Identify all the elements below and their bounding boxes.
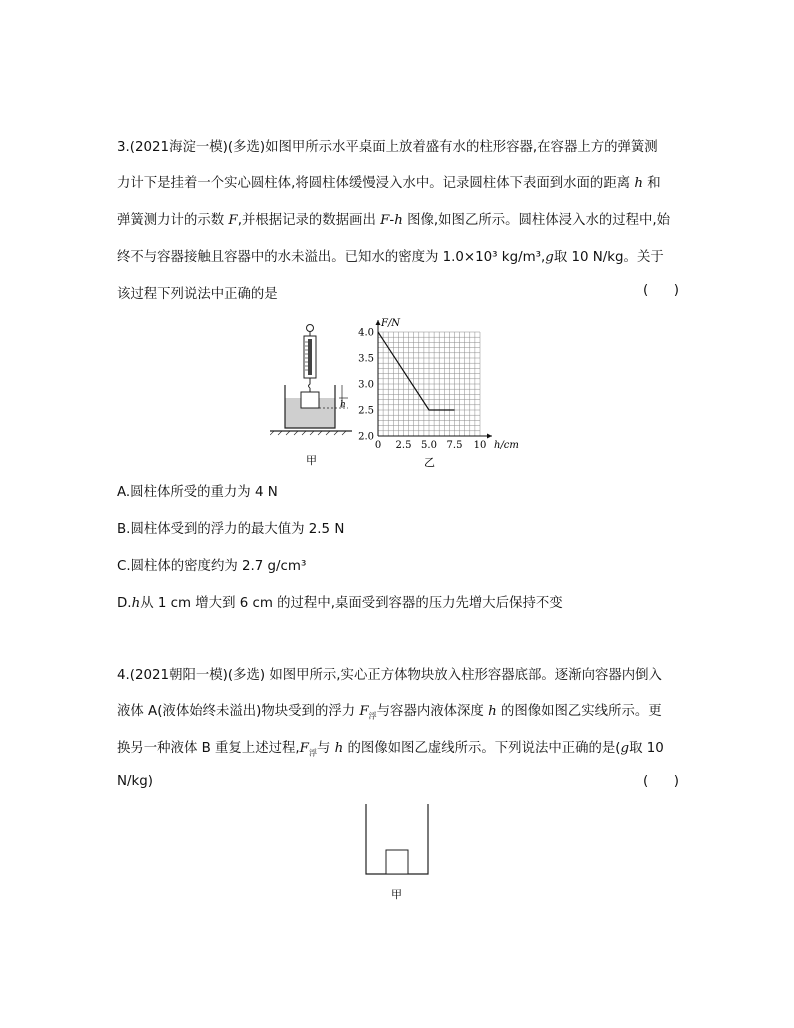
option-c[interactable] xyxy=(117,555,306,574)
option-b-text: B.圆柱体受到的浮力的最大值为 2.5 N xyxy=(117,522,345,537)
var-g: g xyxy=(620,741,630,756)
option-a[interactable] xyxy=(117,481,278,500)
q4-line-3 xyxy=(117,737,664,759)
x-axis-label: h/cm xyxy=(494,440,519,451)
answer-blank[interactable]: ( ) xyxy=(643,283,679,298)
option-d[interactable] xyxy=(117,592,563,611)
answer-blank[interactable]: ( ) xyxy=(643,774,679,789)
var-h: h xyxy=(488,704,497,719)
subscript-fu: 浮 xyxy=(368,711,377,721)
figure-caption-jia: 甲 xyxy=(391,888,402,901)
var-h: h xyxy=(634,176,643,191)
q4-line-3-text: 换另一种液体 B 重复上述过程, xyxy=(117,741,300,756)
q3-line-4-end: 取 10 N/kg。关于 xyxy=(553,250,664,265)
q4-line-3-mid2: 的图像如图乙虚线所示。下列说法中正确的是( xyxy=(343,741,621,756)
figure-yi-f-h-graph xyxy=(350,308,530,474)
q3-line-4-text: 终不与容器接触且容器中的水未溢出。已知水的密度为 1.0×10³ kg/m³, xyxy=(117,250,546,265)
q3-line-3-end: 图像,如图乙所示。圆柱体浸入水的过程中,始 xyxy=(402,213,671,228)
q3-line-4 xyxy=(117,246,664,265)
figure-caption-jia: 甲 xyxy=(306,454,317,467)
h-label: h xyxy=(340,400,346,410)
chart-grid xyxy=(378,332,480,436)
option-a-text: A.圆柱体所受的重力为 4 N xyxy=(117,485,278,500)
var-h: h xyxy=(334,741,344,756)
x-tick-label: 10 xyxy=(473,440,487,451)
q3-line-2-end: 和 xyxy=(642,176,661,191)
y-axis-arrow xyxy=(376,320,381,325)
question-3 xyxy=(117,136,679,306)
var-F: F xyxy=(299,741,309,756)
question-4 xyxy=(117,664,679,798)
q3-line-3-text: 弹簧测力计的示数 xyxy=(117,213,229,228)
var-F: F xyxy=(359,704,369,719)
x-tick-label: 5.0 xyxy=(421,440,437,451)
option-d-text: 从 1 cm 增大到 6 cm 的过程中,桌面受到容器的压力先增大后保持不变 xyxy=(140,596,563,611)
var-g: g xyxy=(545,250,554,265)
option-b[interactable] xyxy=(117,518,344,537)
dash: - xyxy=(389,213,395,228)
q4-line-1 xyxy=(117,664,662,683)
y-tick-label: 3.5 xyxy=(358,353,374,365)
x-tick-label: 2.5 xyxy=(395,440,412,451)
q3-line-5 xyxy=(117,283,278,302)
q3-line-5-text: 该过程下列说法中正确的是 xyxy=(117,287,278,302)
chart-series xyxy=(378,332,455,410)
figure-jia-container-with-cube xyxy=(360,800,436,906)
x-tick-label: 7.5 xyxy=(446,440,463,451)
q4-line-4 xyxy=(117,774,153,789)
q3-line-1-text: 3.(2021海淀一模)(多选)如图甲所示水平桌面上放着盛有水的柱形容器,在容器上方的弹簧测 xyxy=(117,140,658,155)
series-line xyxy=(378,332,455,410)
x-axis-arrow xyxy=(487,434,492,439)
q3-line-2-text: 力计下是挂着一个实心圆柱体,将圆柱体缓慢浸入水中。记录圆柱体下表面到水面的距离 xyxy=(117,176,635,191)
q4-line-2 xyxy=(117,700,662,722)
var-F: F xyxy=(228,213,238,228)
y-tick-label: 2.0 xyxy=(358,431,374,443)
q4-line-2-text: 液体 A(液体始终未溢出)物块受到的浮力 xyxy=(117,704,360,719)
y-tick-label: 4.0 xyxy=(358,327,374,339)
var-h: h xyxy=(131,596,141,611)
q3-line-2 xyxy=(117,172,661,191)
subscript-fu: 浮 xyxy=(308,748,317,758)
figure-caption-yi: 乙 xyxy=(424,456,435,469)
y-tick-label: 3.0 xyxy=(358,379,374,391)
y-tick-label: 2.5 xyxy=(358,405,374,417)
q3-line-3-mid: ,并根据记录的数据画出 xyxy=(237,213,381,228)
chart-axes xyxy=(376,320,493,439)
q4-line-1-text: 4.(2021朝阳一模)(多选) 如图甲所示,实心正方体物块放入柱形容器底部。逐渐向容器内倒入 xyxy=(117,668,662,683)
y-axis-label: F/N xyxy=(381,318,401,329)
var-F: F xyxy=(380,213,390,228)
figure-jia-spring-scale xyxy=(270,322,360,472)
x-tick-label: 0 xyxy=(374,440,382,451)
q4-line-4-text: N/kg) xyxy=(117,774,154,789)
q4-line-2-end: 的图像如图乙实线所示。更 xyxy=(496,704,662,719)
q4-line-3-mid: 与 xyxy=(316,741,335,756)
var-h: h xyxy=(394,213,403,228)
q3-line-1 xyxy=(117,136,658,155)
q3-line-3 xyxy=(117,209,670,228)
option-c-text: C.圆柱体的密度约为 2.7 g/cm³ xyxy=(117,559,307,574)
q4-line-3-end: 取 10 xyxy=(629,741,664,756)
option-d-prefix: D. xyxy=(117,596,132,611)
q4-line-2-mid: 与容器内液体深度 xyxy=(376,704,489,719)
